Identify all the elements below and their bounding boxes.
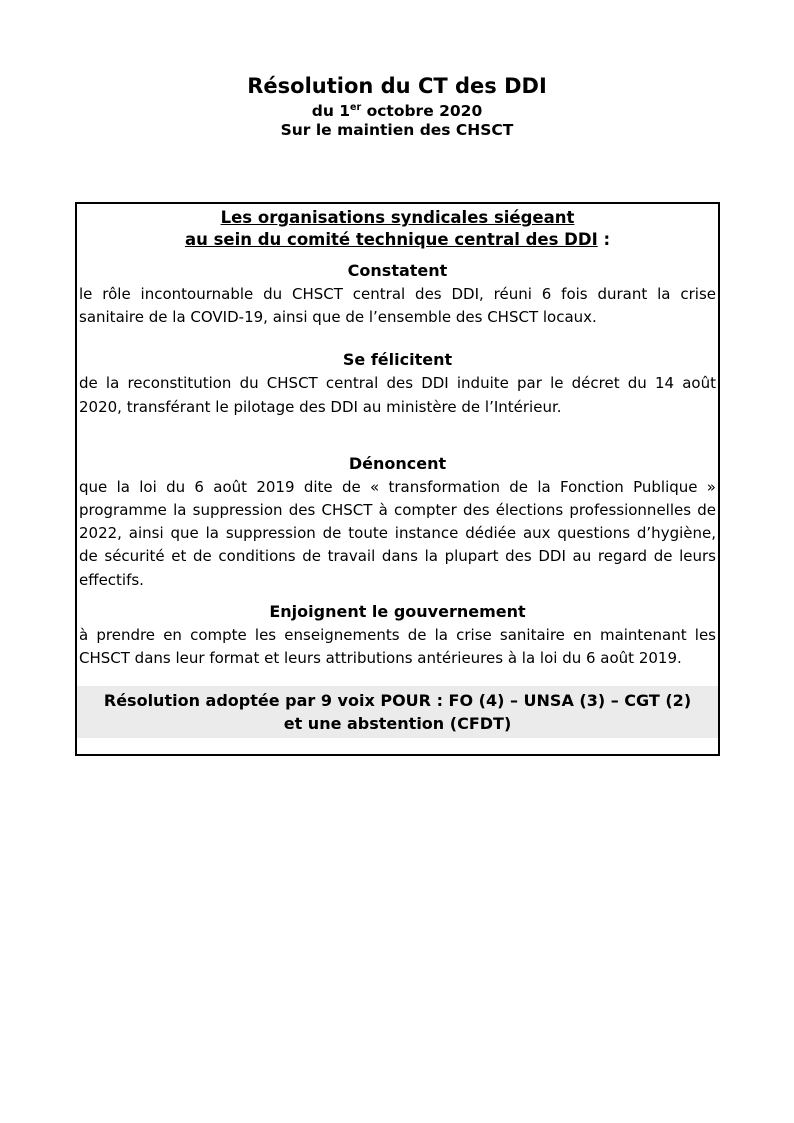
- document-header: [0, 0, 794, 140]
- section-heading: Constatent: [347, 261, 448, 280]
- page-title: Résolution du CT des DDI: [247, 74, 547, 98]
- section-heading: Se félicitent: [342, 350, 453, 370]
- box-heading-colon: :: [597, 230, 611, 249]
- document-subject-line: Sur le maintien des CHSCT: [280, 121, 514, 139]
- vote-result-line2: et une abstention (CFDT): [283, 714, 512, 734]
- section-enjoignent: [77, 601, 718, 670]
- vote-result-banner: [77, 686, 718, 738]
- section-body: à prendre en compte les enseignements de la crise sanitaire en maintenant les CHSCT dans leur format et leurs attributions antérieures à la loi du 6 août 2019.: [79, 625, 716, 668]
- section-body: le rôle incontournable du CHSCT central des DDI, réuni 6 fois durant la crise sanitaire de la COVID-19, ainsi que de l’ensemble des CHSCT locaux.: [79, 285, 716, 327]
- date-suffix: octobre 2020: [361, 102, 483, 120]
- section-heading: Enjoignent le gouvernement: [269, 601, 526, 621]
- section-constatent: [77, 260, 718, 329]
- box-heading: [77, 207, 718, 251]
- box-heading-line2: [77, 229, 718, 251]
- box-heading-line1-text: Les organisations syndicales siégeant: [220, 208, 575, 227]
- box-heading-line1: [77, 207, 718, 229]
- section-body: que la loi du 6 août 2019 dite de « transformation de la Fonction Publique » programme la suppression des CHSCT à compter des élections professionnelles de 2022, ainsi que la suppression de toute instance dédiée aux questions d’hygiène, de sécurité et de conditions de travail dans la plupart des DDI au regard de leurs effectifs.: [79, 477, 716, 589]
- section-se-felicitent: [77, 349, 718, 418]
- date-prefix: du 1: [311, 102, 351, 120]
- document-date-line: [0, 102, 794, 121]
- section-denoncent: [77, 453, 718, 592]
- resolution-box: [75, 202, 720, 756]
- section-body: de la reconstitution du CHSCT central des DDI induite par le décret du 14 août 2020, transférant le pilotage des DDI au ministère de l’Intérieur.: [79, 374, 716, 416]
- box-heading-line2-text: au sein du comité technique central des DDI: [184, 230, 598, 249]
- section-heading: Dénoncent: [348, 453, 447, 473]
- date-ordinal-superscript: er: [350, 101, 362, 113]
- vote-result-line1: Résolution adoptée par 9 voix POUR : FO (4) – UNSA (3) – CGT (2): [103, 691, 692, 711]
